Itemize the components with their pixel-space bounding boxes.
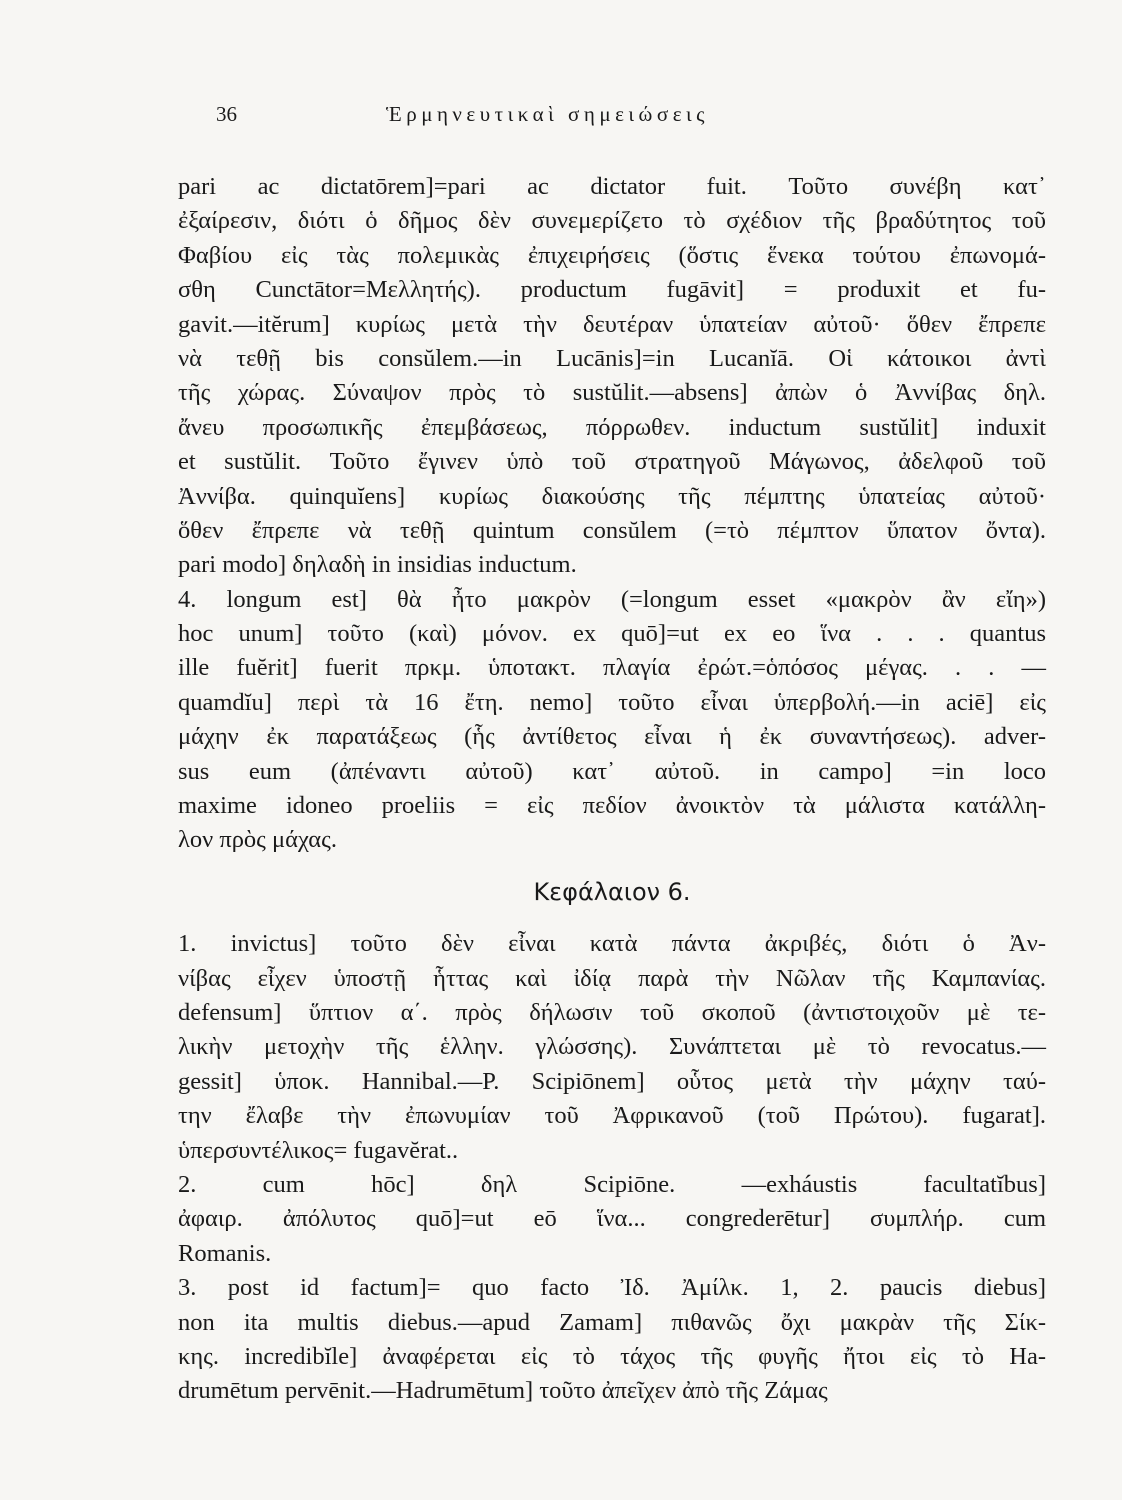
text-line: λον πρὸς μάχας.: [178, 826, 337, 854]
text-line: ἀφαιρ. ἀπόλυτος quō]=ut eō ἵνα... congrederētur] συμπλήρ. cum: [178, 1205, 1046, 1233]
text-line: 2. cum hōc] δηλ Scipiōne. —exháustis facultatĭbus]: [178, 1170, 1046, 1198]
text-line: pari ac dictatōrem]=pari ac dictator fuit. Τοῦτο συνέβη κατ᾿: [178, 173, 1046, 200]
text-line: νίβας εἶχεν ὑποστῇ ἧττας καὶ ἰδίᾳ παρὰ τὴν Νῶλαν τῆς Καμπανίας.: [178, 964, 1046, 992]
commentary-section-chapter-5: [178, 170, 1046, 858]
text-line: λικὴν μετοχὴν τῆς ἑλλην. γλώσσης). Συνάπτεται μὲ τὸ revocatus.—: [178, 1033, 1046, 1061]
running-head: [216, 102, 822, 130]
text-line: μάχην ἐκ παρατάξεως (ἧς ἀντίθετος εἶναι ἡ ἐκ συναντήσεως). adver-: [178, 723, 1046, 751]
chapter-heading: Κεφάλαιον 6.: [533, 877, 691, 906]
text-line: Φαβίου εἰς τὰς πολεμικὰς ἐπιχειρήσεις (ὅστις ἕνεκα τούτου ἐπωνομά-: [178, 241, 1046, 269]
text-line: defensum] ὕπτιον α΄. πρὸς δήλωσιν τοῦ σκοποῦ (ἀντιστοιχοῦν μὲ τε-: [178, 998, 1046, 1026]
page-number: 36: [216, 102, 237, 126]
text-line: ille fuĕrit] fuerit πρκμ. ὑποτακτ. πλαγία ἐρώτ.=ὁπόσος μέγας. . . —: [178, 654, 1046, 682]
text-line: ὑπερσυντέλικος= fugavĕrat..: [178, 1136, 459, 1164]
text-line: non ita multis diebus.—apud Zamam] πιθανῶς ὄχι μακρὰν τῆς Σίκ-: [178, 1308, 1046, 1336]
text-line: pari modo] δηλαδὴ in insidias inductum.: [178, 551, 577, 579]
text-line: Romanis.: [178, 1239, 272, 1267]
text-line: ἐξαίρεσιν, διότι ὁ δῆμος δὲν συνεμερίζετο τὸ σχέδιον τῆς βραδύτητος τοῦ: [178, 207, 1046, 235]
commentary-text: [178, 170, 1046, 1409]
text-line: sus eum (ἀπέναντι αὐτοῦ) κατ᾿ αὐτοῦ. in campo] =in loco: [178, 757, 1046, 785]
text-line: maxime idoneo proeliis = εἰς πεδίον ἀνοικτὸν τὰ μάλιστα κατάλλη-: [178, 792, 1046, 820]
text-line: hoc unum] τοῦτο (καὶ) μόνον. ex quō]=ut ex eo ἵνα . . . quantus: [178, 620, 1046, 648]
running-head-title: Ἑρμηνευτικαὶ σημειώσεις: [386, 102, 709, 126]
text-line: ἄνευ προσωπικῆς ἐπεμβάσεως, πόρρωθεν. inductum sustŭlit] induxit: [178, 413, 1046, 441]
text-line: gessit] ὑποκ. Hannibal.—P. Scipiōnem] οὗτος μετὰ τὴν μάχην ταύ-: [178, 1067, 1046, 1095]
commentary-section-chapter-6: [178, 927, 1046, 1408]
text-line: 4. longum est] θὰ ἦτο μακρὸν (=longum esset «μακρὸν ἂν εἴη»): [178, 585, 1046, 613]
text-line: κης. incredibĭle] ἀναφέρεται εἰς τὸ τάχος τῆς φυγῆς ἤτοι εἰς τὸ Ha-: [178, 1342, 1046, 1370]
text-line: gavit.—itĕrum] κυρίως μετὰ τὴν δευτέραν ὑπατείαν αὐτοῦ· ὅθεν ἔπρεπε: [178, 310, 1046, 338]
text-line: ὅθεν ἔπρεπε νὰ τεθῇ quintum consŭlem (=τὸ πέμπτον ὕπατον ὄντα).: [178, 516, 1046, 544]
text-line: drumētum pervēnit.—Hadrumētum] τοῦτο ἀπεῖχεν ἀπὸ τῆς Ζάμας: [178, 1377, 828, 1405]
text-line: 3. post id factum]= quo facto Ἰδ. Ἀμίλκ. 1, 2. paucis diebus]: [178, 1274, 1046, 1302]
text-line: 1. invictus] τοῦτο δὲν εἶναι κατὰ πάντα ἀκριβές, διότι ὁ Ἀν-: [178, 930, 1046, 958]
text-line: σθη Cunctātor=Μελλητής). productum fugāvit] = produxit et fu-: [178, 276, 1046, 304]
text-line: την ἔλαβε τὴν ἐπωνυμίαν τοῦ Ἀφρικανοῦ (τοῦ Πρώτου). fugarat].: [178, 1102, 1046, 1130]
text-line: νὰ τεθῇ bis consŭlem.—in Lucānis]=in Lucanĭā. Οἱ κάτοικοι ἀντὶ: [178, 344, 1046, 372]
text-line: et sustŭlit. Τοῦτο ἔγινεν ὑπὸ τοῦ στρατηγοῦ Μάγωνος, ἀδελφοῦ τοῦ: [178, 448, 1046, 476]
text-line: quamdĭu] περὶ τὰ 16 ἔτη. nemo] τοῦτο εἶναι ὑπερβολή.—in aciē] εἰς: [178, 688, 1046, 716]
text-line: Ἀννίβα. quinquĭens] κυρίως διακούσης τῆς πέμπτης ὑπατείας αὐτοῦ·: [178, 482, 1046, 510]
text-line: τῆς χώρας. Σύναψον πρὸς τὸ sustŭlit.—absens] ἀπὼν ὁ Ἀννίβας δηλ.: [178, 379, 1046, 407]
